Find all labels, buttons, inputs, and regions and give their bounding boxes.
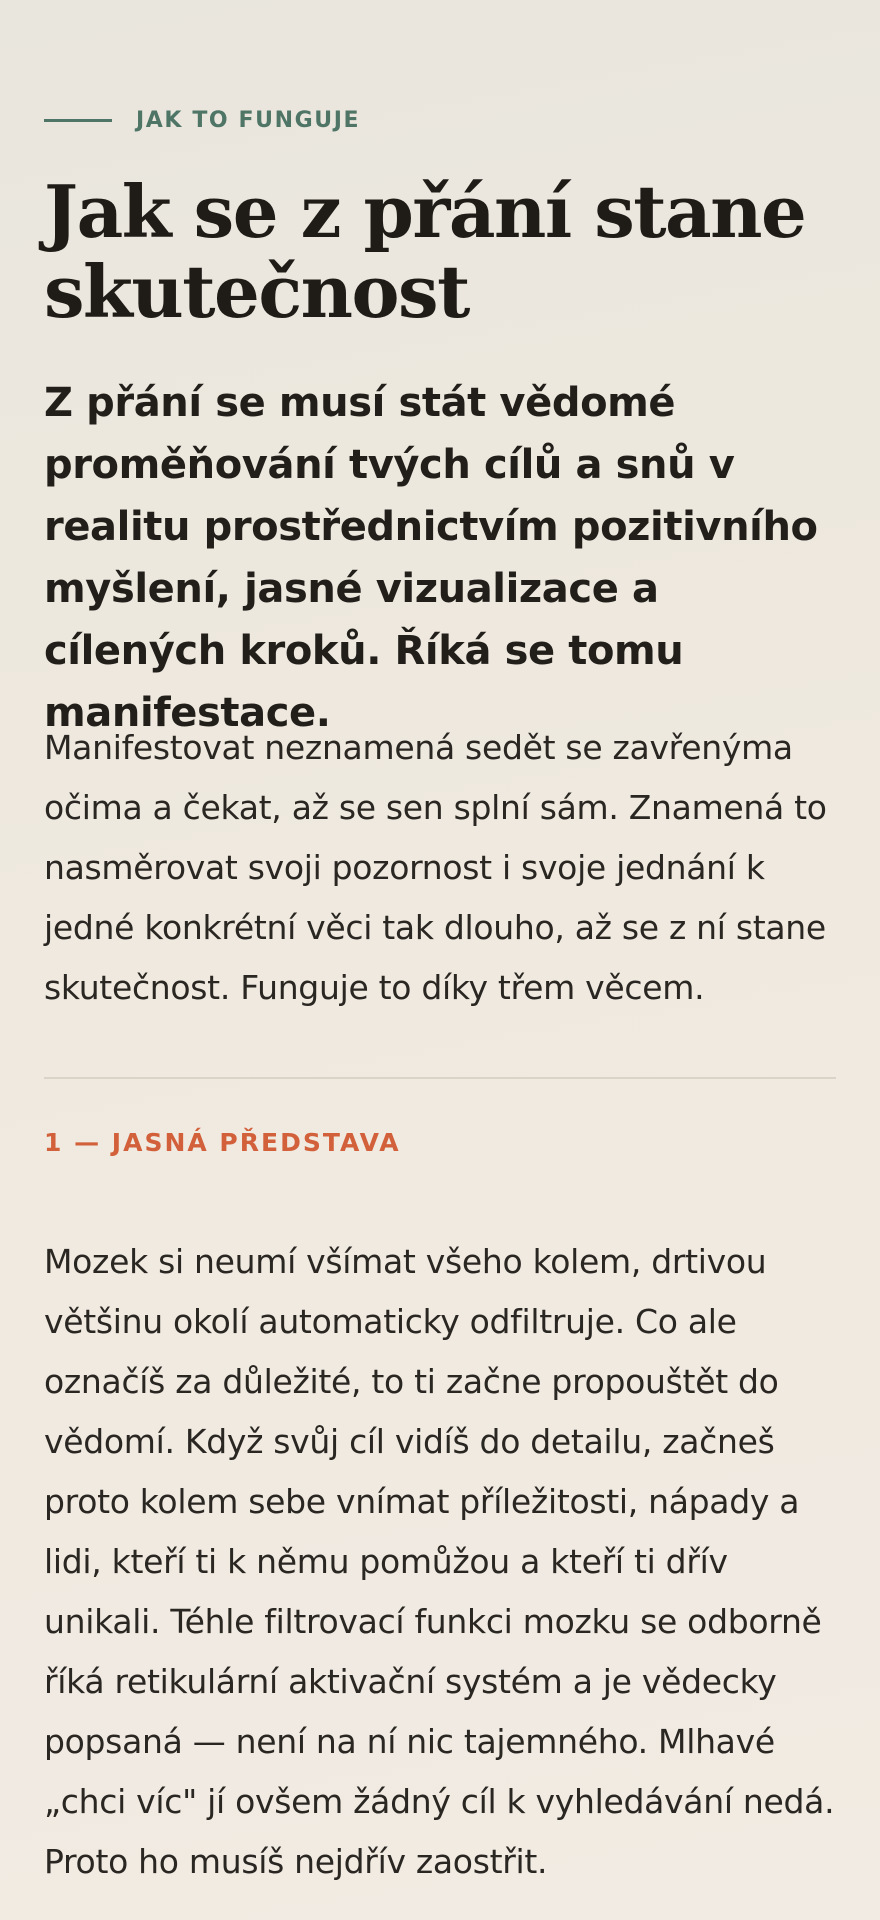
intro-paragraph: Manifestovat neznamená sedět se zavřenýma očima a čekat, až se sen splní sám. Znamená to nasměrovat svoji pozornost i svoje jednání k jedné konkrétní věci tak dlouho, až se z ní stane skutečnost. Funguje to díky třem věcem.	[44, 728, 827, 1007]
section-divider	[44, 1077, 836, 1079]
lead-paragraph: Z přání se musí stát vědomé proměňování tvých cílů a snů v realitu prostřednictvím pozitivního myšlení, jasné vizualizace a cílených kroků. Říká se tomu manifestace.	[44, 380, 818, 736]
eyebrow-line	[44, 119, 112, 122]
section-label: 1 — JASNÁ PŘEDSTAVA	[44, 1128, 401, 1157]
eyebrow	[44, 108, 360, 132]
section-body: Mozek si neumí všímat všeho kolem, drtivou většinu okolí automaticky odfiltruje. Co ale označíš za důležité, to ti začne propouštět do vědomí. Když svůj cíl vidíš do detailu, začneš proto kolem sebe vnímat příležitosti, nápady a lidi, kteří ti k němu pomůžou a kteří ti dřív unikali. Téhle filtrovací funkci mozku se odborně říká retikulární aktivační systém a je vědecky popsaná — není na ní nic tajemného. Mlhavé „chci víc" jí ovšem žádný cíl k vyhledávání nedá. Proto ho musíš nejdřív zaostřit.	[44, 1242, 835, 1881]
eyebrow-label: JAK TO FUNGUJE	[136, 107, 361, 133]
page-title: Jak se z přání stane skutečnost	[44, 169, 806, 334]
